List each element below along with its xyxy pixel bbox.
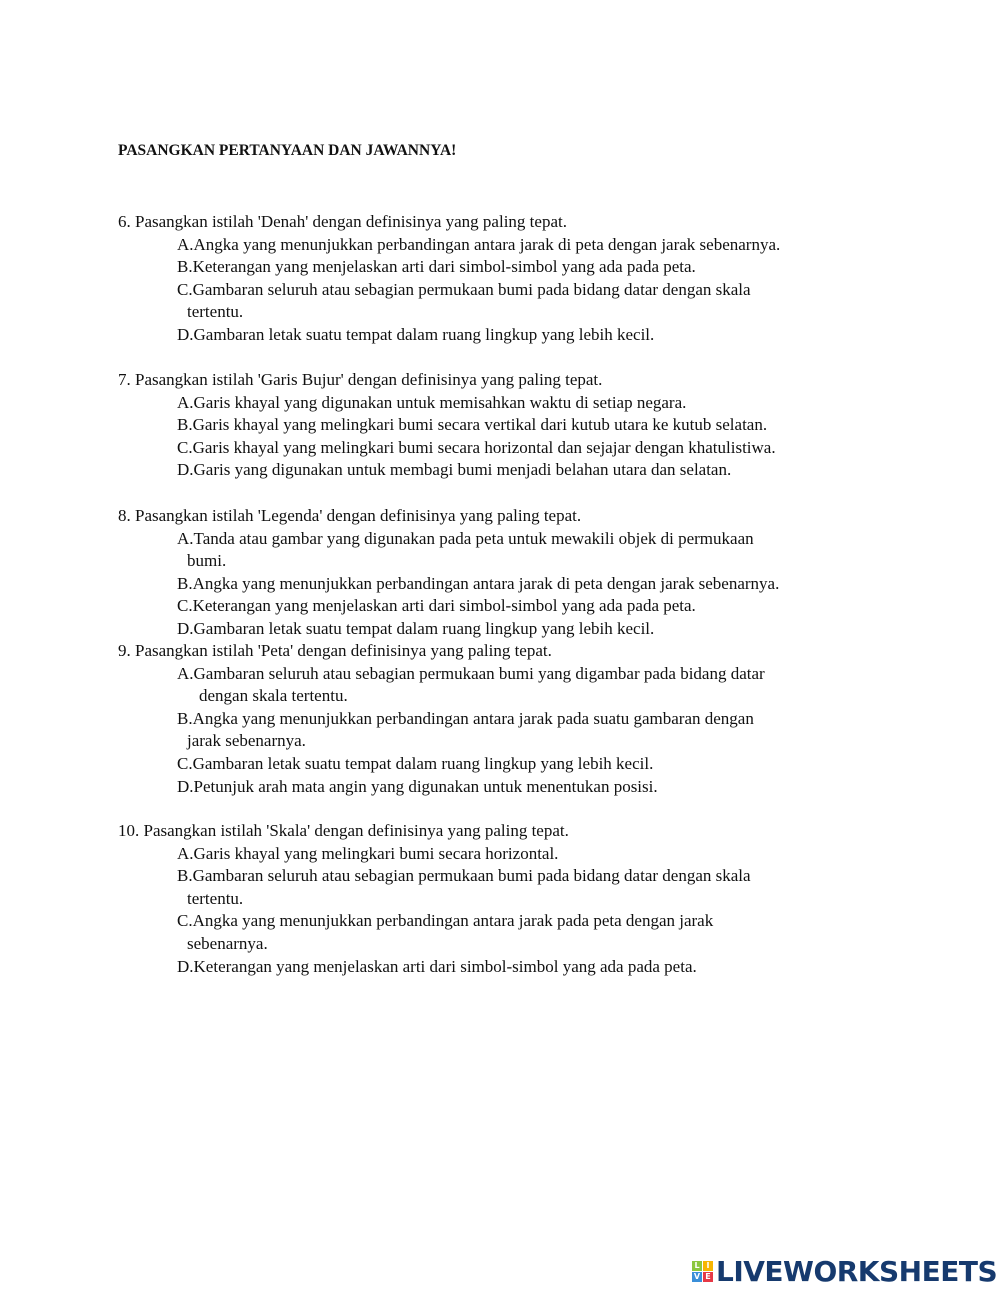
option-text: C.Keterangan yang menjelaskan arti dari simbol-simbol yang ada pada peta. — [177, 596, 696, 616]
option-text: B.Angka yang menunjukkan perbandingan antara jarak pada suatu gambaran dengan — [177, 708, 754, 728]
option-text: A.Garis khayal yang digunakan untuk memisahkan waktu di setiap negara. — [177, 392, 687, 412]
answer-option[interactable] — [118, 595, 779, 618]
option-text-continued: bumi. — [187, 551, 227, 571]
answer-option[interactable] — [118, 324, 780, 347]
logo-text: LIVEWORKSHEETS — [716, 1255, 998, 1288]
answer-option[interactable] — [118, 279, 780, 324]
question-text: 9. Pasangkan istilah 'Peta' dengan definisinya yang paling tepat. — [118, 641, 552, 660]
option-text: A.Gambaran seluruh atau sebagian permukaan bumi yang digambar pada bidang datar — [177, 663, 765, 683]
option-text: B.Garis khayal yang melingkari bumi secara vertikal dari kutub utara ke kutub selatan. — [177, 415, 768, 435]
answer-option[interactable] — [118, 528, 779, 573]
option-text: B.Angka yang menunjukkan perbandingan antara jarak di peta dengan jarak sebenarnya. — [177, 573, 780, 593]
option-text: C.Gambaran seluruh atau sebagian permukaan bumi pada bidang datar dengan skala — [177, 279, 751, 299]
option-text: D.Petunjuk arah mata angin yang digunakan untuk menentukan posisi. — [177, 776, 658, 796]
live-tiles-icon — [692, 1261, 713, 1282]
answer-option[interactable] — [118, 865, 751, 910]
option-text: D.Gambaran letak suatu tempat dalam ruang lingkup yang lebih kecil. — [177, 324, 655, 344]
answer-option[interactable] — [118, 256, 780, 279]
option-text-continued: sebenarnya. — [187, 933, 268, 953]
option-text: C.Garis khayal yang melingkari bumi secara horizontal dan sejajar dengan khatulistiwa. — [177, 437, 776, 457]
question-text: 10. Pasangkan istilah 'Skala' dengan definisinya yang paling tepat. — [118, 821, 569, 840]
option-text-continued: tertentu. — [187, 302, 244, 322]
answer-option[interactable] — [118, 437, 776, 460]
answer-option[interactable] — [118, 776, 765, 799]
option-text: D.Garis yang digunakan untuk membagi bumi menjadi belahan utara dan selatan. — [177, 460, 732, 480]
answer-option[interactable] — [118, 910, 751, 955]
logo-tile: V — [693, 1272, 701, 1281]
answer-option[interactable] — [118, 708, 765, 753]
answer-option[interactable] — [118, 414, 776, 437]
answer-option[interactable] — [118, 618, 779, 641]
question-text: 7. Pasangkan istilah 'Garis Bujur' dengan definisinya yang paling tepat. — [118, 370, 603, 389]
question-text: 6. Pasangkan istilah 'Denah' dengan definisinya yang paling tepat. — [118, 212, 567, 231]
option-text: A.Angka yang menunjukkan perbandingan antara jarak di peta dengan jarak sebenarnya. — [177, 234, 781, 254]
answer-option[interactable] — [118, 459, 776, 482]
option-text: D.Keterangan yang menjelaskan arti dari simbol-simbol yang ada pada peta. — [177, 956, 697, 976]
answer-option[interactable] — [118, 956, 751, 979]
worksheet-title: PASANGKAN PERTANYAAN DAN JAWANNYA! — [118, 142, 457, 159]
logo-tile: L — [692, 1261, 702, 1271]
question-8 — [118, 505, 779, 641]
question-10 — [118, 820, 751, 978]
option-text: B.Keterangan yang menjelaskan arti dari simbol-simbol yang ada pada peta. — [177, 257, 696, 277]
option-text: C.Gambaran letak suatu tempat dalam ruang lingkup yang lebih kecil. — [177, 753, 654, 773]
option-text-continued: dengan skala tertentu. — [199, 686, 348, 706]
answer-option[interactable] — [118, 392, 776, 415]
answer-option[interactable] — [118, 753, 765, 776]
logo-tile: E — [703, 1272, 713, 1282]
option-text: D.Gambaran letak suatu tempat dalam ruang lingkup yang lebih kecil. — [177, 618, 655, 638]
option-text-continued: tertentu. — [187, 888, 244, 908]
answer-option[interactable] — [118, 663, 765, 708]
answer-option[interactable] — [118, 234, 780, 257]
question-7 — [118, 369, 776, 482]
option-text-continued: jarak sebenarnya. — [187, 731, 306, 751]
answer-option[interactable] — [118, 843, 751, 866]
option-text: A.Tanda atau gambar yang digunakan pada peta untuk mewakili objek di permukaan — [177, 528, 754, 548]
question-9 — [118, 640, 765, 798]
option-text: A.Garis khayal yang melingkari bumi secara horizontal. — [177, 843, 559, 863]
answer-option[interactable] — [118, 573, 779, 596]
liveworksheets-logo — [692, 1255, 997, 1288]
option-text: B.Gambaran seluruh atau sebagian permukaan bumi pada bidang datar dengan skala — [177, 866, 751, 886]
question-text: 8. Pasangkan istilah 'Legenda' dengan definisinya yang paling tepat. — [118, 506, 582, 525]
question-6 — [118, 211, 780, 347]
logo-tile: I — [703, 1261, 713, 1271]
option-text: C.Angka yang menunjukkan perbandingan antara jarak pada peta dengan jarak — [177, 911, 714, 931]
